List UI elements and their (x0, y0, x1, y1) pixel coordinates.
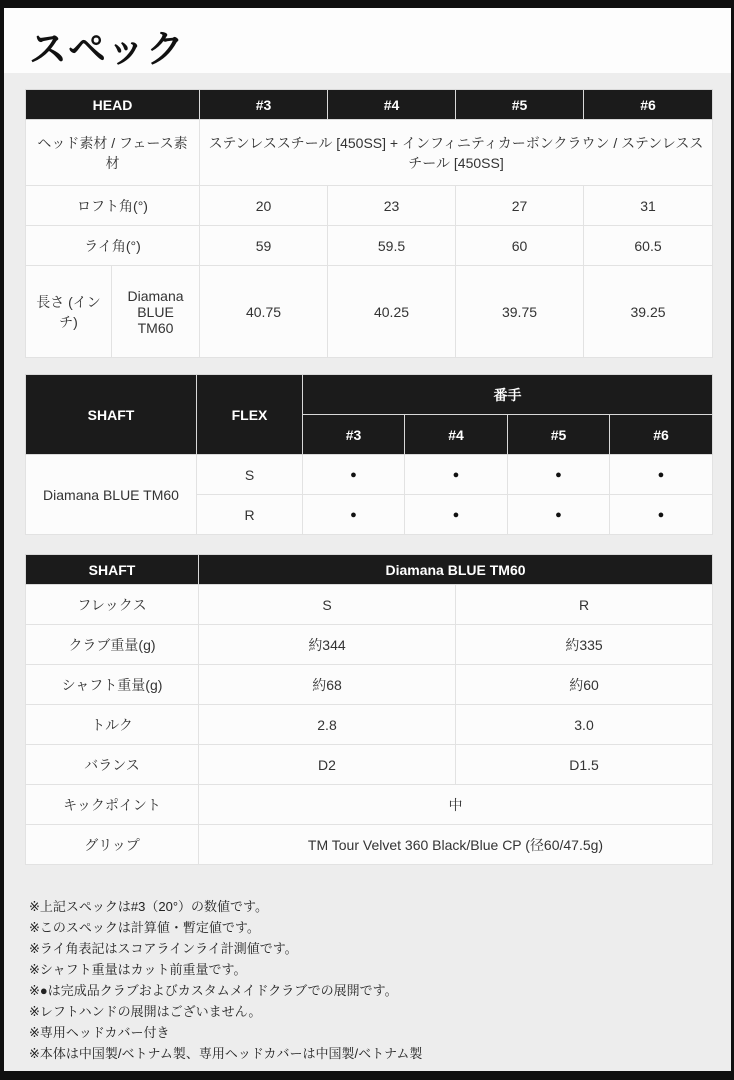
balance-row (26, 745, 713, 785)
spec-value-s: D2 (199, 745, 456, 785)
head-spec-table (25, 89, 713, 358)
availability-dot: ● (508, 455, 610, 495)
spec-label: クラブ重量(g) (26, 625, 199, 665)
footnotes (25, 896, 716, 1064)
footnote: ※このスペックは計算値・暫定値です。 (29, 920, 260, 935)
spec-label: シャフト重量(g) (26, 665, 199, 705)
length-row (26, 266, 713, 358)
club-number-header: #6 (584, 90, 713, 120)
spec-label: バランス (26, 745, 199, 785)
shaft-matrix-header-row-1 (26, 375, 713, 415)
loft-label: ロフト角(°) (26, 186, 200, 226)
loft-value: 31 (584, 186, 713, 226)
flex-value: R (197, 495, 303, 535)
loft-row (26, 186, 713, 226)
availability-dot: ● (610, 495, 713, 535)
flex-value: S (197, 455, 303, 495)
loft-value: 27 (456, 186, 584, 226)
length-value: 39.25 (584, 266, 713, 358)
lie-value: 60.5 (584, 226, 713, 266)
material-row (26, 120, 713, 186)
lie-value: 60 (456, 226, 584, 266)
length-shaft-name: Diamana BLUE TM60 (112, 266, 200, 358)
club-weight-row (26, 625, 713, 665)
grip-value: TM Tour Velvet 360 Black/Blue CP (径60/47.5g) (199, 825, 713, 865)
loft-value: 23 (328, 186, 456, 226)
club-number-header: #4 (405, 415, 508, 455)
spec-label: グリップ (26, 825, 199, 865)
length-value: 40.25 (328, 266, 456, 358)
club-number-header: #3 (303, 415, 405, 455)
shaft-name-header: Diamana BLUE TM60 (199, 555, 713, 585)
spec-value-r: R (456, 585, 713, 625)
spec-value-r: 約60 (456, 665, 713, 705)
spec-value-s: 約68 (199, 665, 456, 705)
shaft-header-cell: SHAFT (26, 375, 197, 455)
shaft-spec-header-row (26, 555, 713, 585)
material-label: ヘッド素材 / フェース素材 (26, 120, 200, 186)
availability-dot: ● (610, 455, 713, 495)
lie-row (26, 226, 713, 266)
title-band (4, 8, 731, 73)
page-title: スペック (29, 29, 186, 71)
availability-dot: ● (508, 495, 610, 535)
club-number-header: #5 (456, 90, 584, 120)
club-number-header: #5 (508, 415, 610, 455)
club-number-header: #6 (610, 415, 713, 455)
head-table-header-row (26, 90, 713, 120)
spec-value-s: 2.8 (199, 705, 456, 745)
footnote: ※専用ヘッドカバー付き (29, 1025, 170, 1040)
shaft-name-cell: Diamana BLUE TM60 (26, 455, 197, 535)
spec-value-r: 3.0 (456, 705, 713, 745)
head-header-cell: HEAD (26, 90, 200, 120)
flex-row (26, 585, 713, 625)
lie-value: 59.5 (328, 226, 456, 266)
length-value: 40.75 (200, 266, 328, 358)
spec-value-s: S (199, 585, 456, 625)
spec-label: フレックス (26, 585, 199, 625)
lie-value: 59 (200, 226, 328, 266)
shaft-availability-table (25, 374, 713, 535)
flex-header-cell: FLEX (197, 375, 303, 455)
spec-label: キックポイント (26, 785, 199, 825)
spec-value-s: 約344 (199, 625, 456, 665)
footnote: ※シャフト重量はカット前重量です。 (29, 962, 247, 977)
torque-row (26, 705, 713, 745)
spec-content (4, 73, 731, 1071)
loft-value: 20 (200, 186, 328, 226)
club-number-header: #4 (328, 90, 456, 120)
spec-value-r: D1.5 (456, 745, 713, 785)
material-value: ステンレススチール [450SS] + インフィニティカーボンクラウン / ステンレススチール [450SS] (200, 120, 713, 186)
footnote: ※本体は中国製/ベトナム製、専用ヘッドカバーは中国製/ベトナム製 (29, 1046, 423, 1061)
lie-label: ライ角(°) (26, 226, 200, 266)
spec-page (4, 8, 731, 1071)
club-number-header: #3 (200, 90, 328, 120)
kickpoint-value: 中 (199, 785, 713, 825)
kickpoint-row (26, 785, 713, 825)
length-label: 長さ (インチ) (26, 266, 112, 358)
availability-dot: ● (303, 495, 405, 535)
availability-dot: ● (303, 455, 405, 495)
flex-s-row (26, 455, 713, 495)
shaft-header-cell: SHAFT (26, 555, 199, 585)
shaft-weight-row (26, 665, 713, 705)
footnote: ※上記スペックは#3（20°）の数値です。 (29, 899, 268, 914)
spec-value-r: 約335 (456, 625, 713, 665)
footnote: ※レフトハンドの展開はございません。 (29, 1004, 262, 1019)
spec-label: トルク (26, 705, 199, 745)
availability-dot: ● (405, 455, 508, 495)
grip-row (26, 825, 713, 865)
length-value: 39.75 (456, 266, 584, 358)
shaft-spec-table (25, 554, 713, 865)
footnote: ※●は完成品クラブおよびカスタムメイドクラブでの展開です。 (29, 983, 398, 998)
footnote: ※ライ角表記はスコアラインライ計測値です。 (29, 941, 298, 956)
availability-dot: ● (405, 495, 508, 535)
club-number-group-header: 番手 (303, 375, 713, 415)
